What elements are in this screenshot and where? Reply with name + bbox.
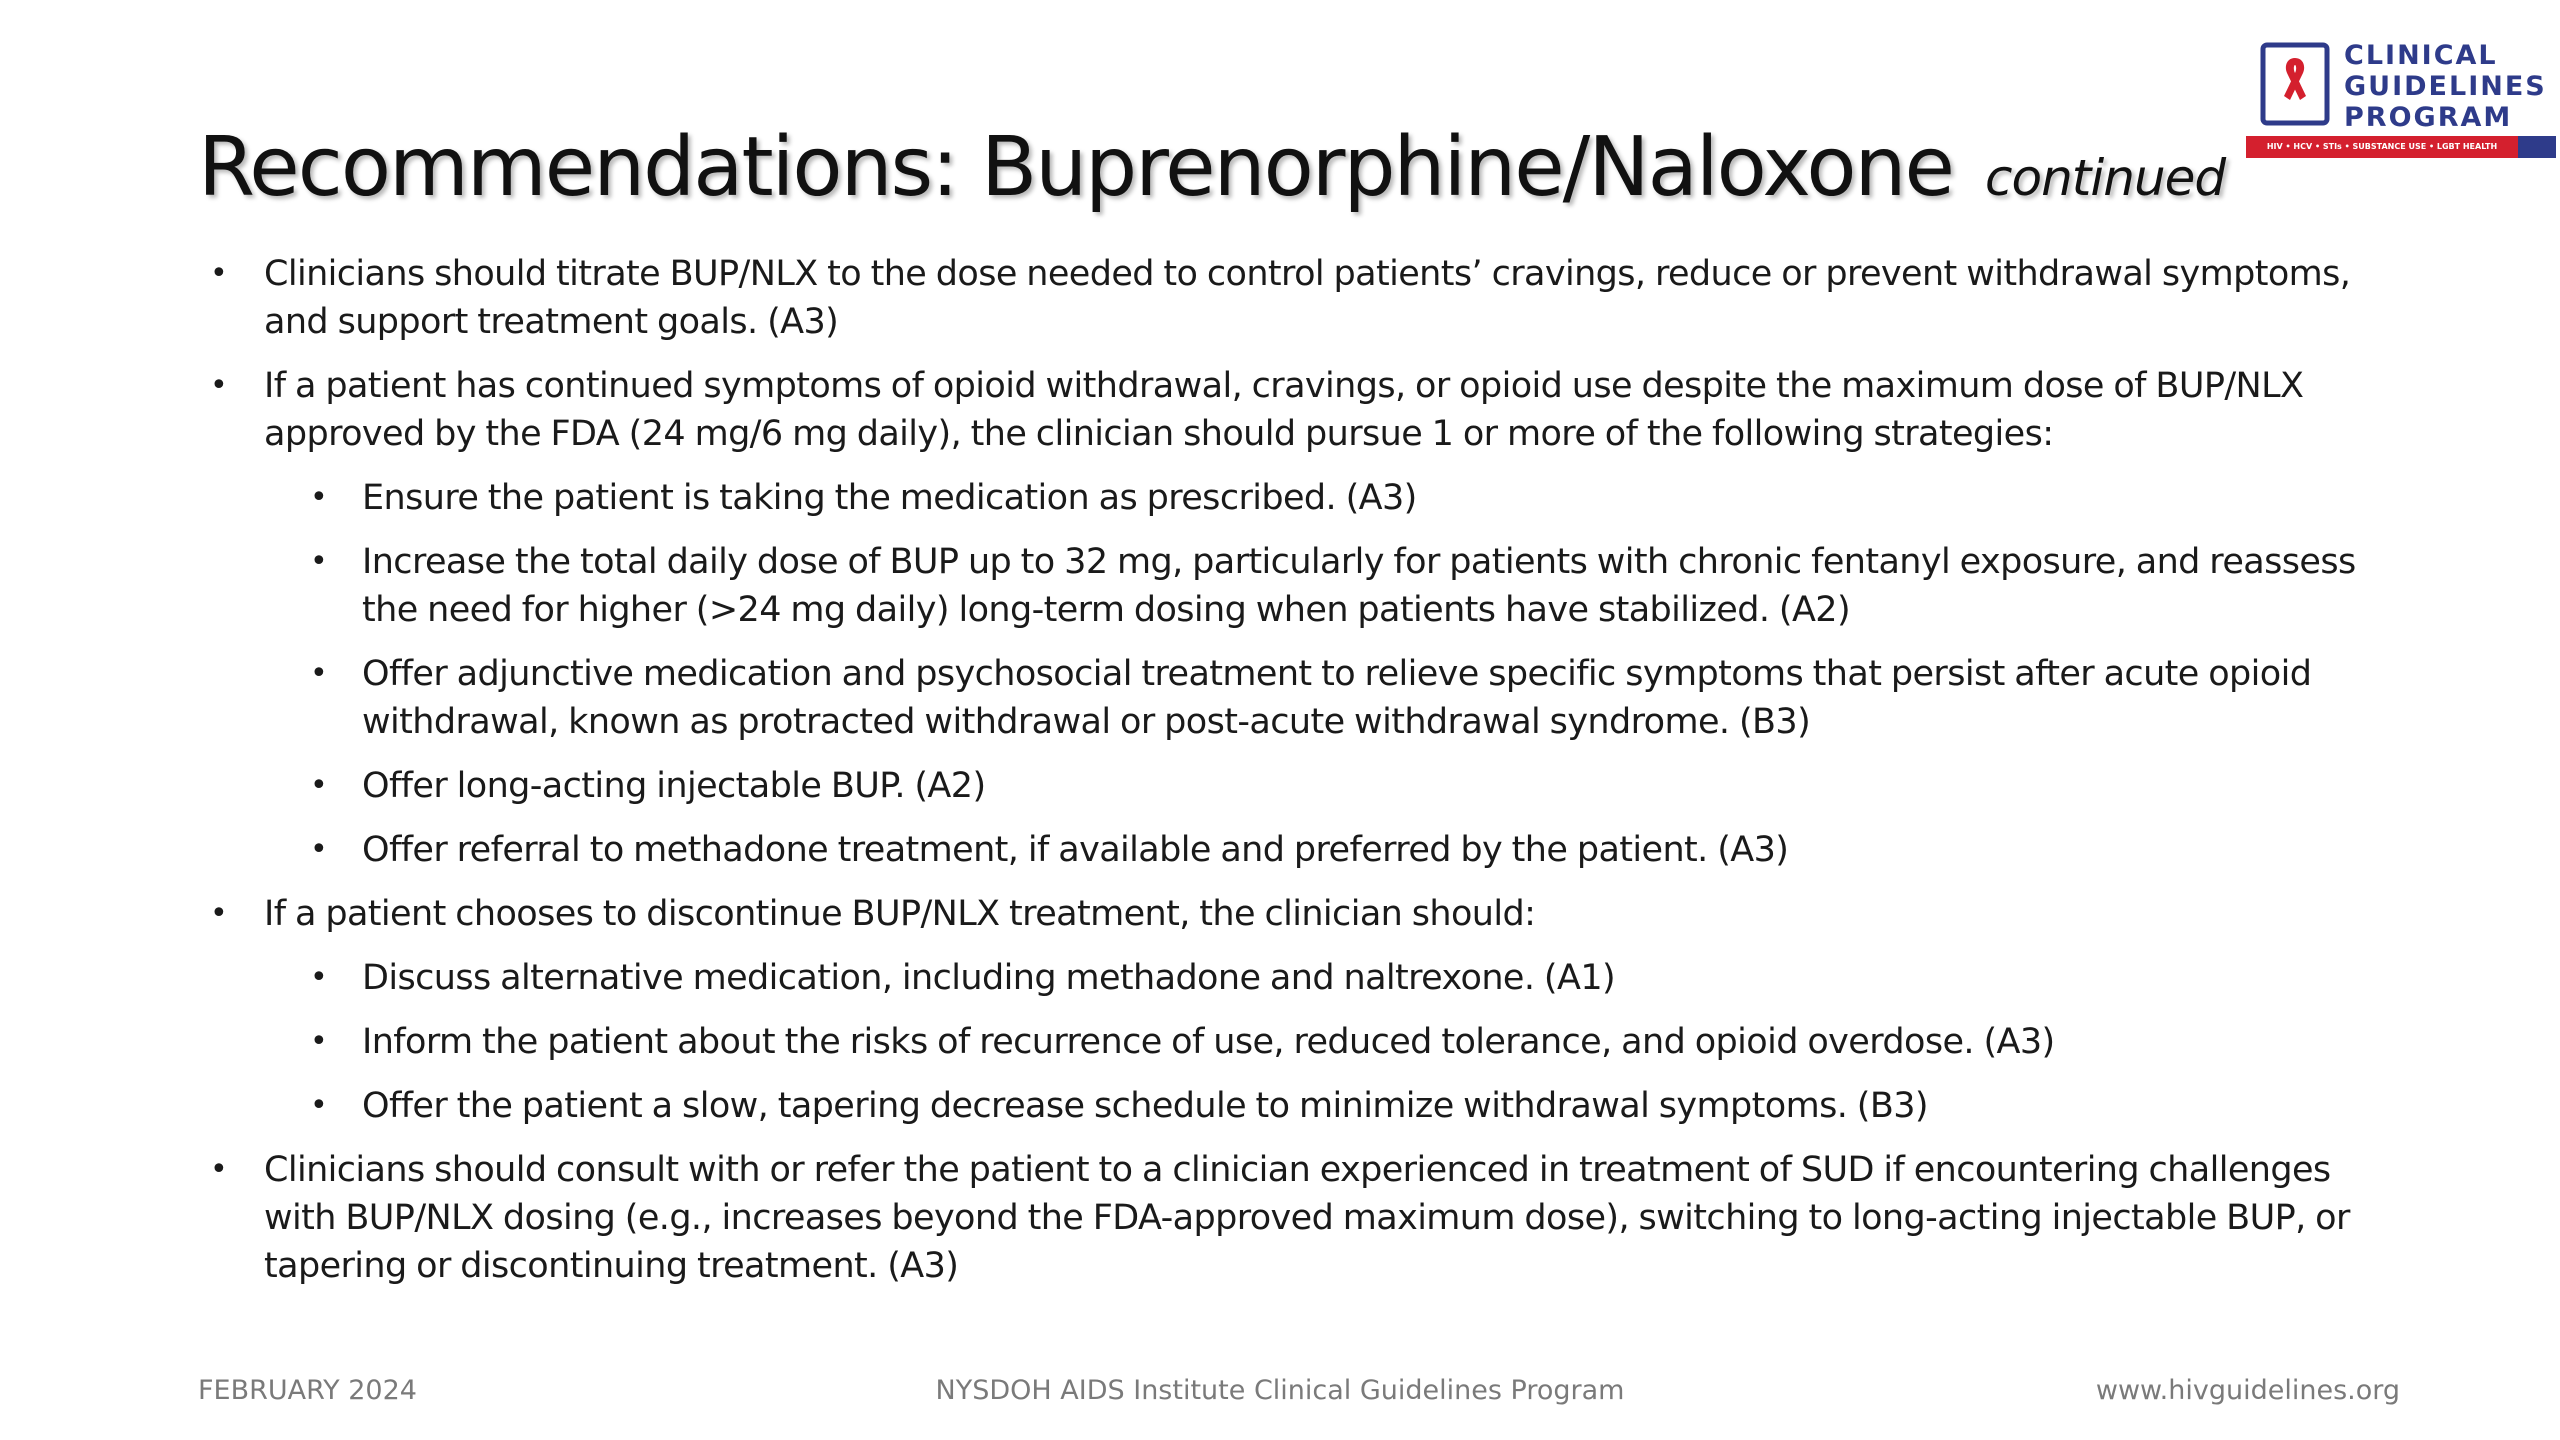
clinical-guidelines-logo <box>2246 32 2556 164</box>
logo-line-1: CLINICAL <box>2344 40 2498 71</box>
strategy-item <box>210 826 2400 874</box>
strategy-text: Offer adjunctive medication and psychosocial treatment to relieve specific symptoms that persist after acute opioid withdrawal, known as protracted withdrawal or post-acute withdrawal syndrome. (B3) <box>362 654 2312 742</box>
logo-line-3: PROGRAM <box>2344 102 2513 133</box>
strategy-text: Offer long-acting injectable BUP. (A2) <box>362 766 986 806</box>
bullet-marker: • <box>210 256 228 291</box>
logo-bar-accent <box>2518 136 2556 158</box>
bullet-marker: • <box>310 1088 328 1123</box>
logo-wordmark <box>2344 40 2547 133</box>
slide-title-main: Recommendations: Buprenorphine/Naloxone <box>198 120 1953 215</box>
strategy-item <box>210 1082 2400 1130</box>
slide-title-suffix: continued <box>1985 149 2226 207</box>
strategy-text: Offer the patient a slow, tapering decrease schedule to minimize withdrawal symptoms. (B3) <box>362 1086 1928 1126</box>
bullet-marker: • <box>310 656 328 691</box>
strategy-text: Inform the patient about the risks of recurrence of use, reduced tolerance, and opioid overdose. (A3) <box>362 1022 2055 1062</box>
recommendation-item <box>210 362 2400 458</box>
bullet-marker: • <box>210 1152 228 1187</box>
bullet-marker: • <box>310 1024 328 1059</box>
strategy-text: Discuss alternative medication, including methadone and naltrexone. (A1) <box>362 958 1616 998</box>
recommendations-list <box>210 250 2400 1306</box>
bullet-marker: • <box>310 544 328 579</box>
footer-url: www.hivguidelines.org <box>2095 1375 2400 1406</box>
bullet-marker: • <box>310 768 328 803</box>
footer-date: FEBRUARY 2024 <box>198 1375 417 1406</box>
recommendation-item <box>210 1146 2400 1290</box>
recommendation-text: Clinicians should consult with or refer the patient to a clinician experienced in treatment of SUD if encountering challenges with BUP/NLX dosing (e.g., increases beyond the FDA-approved maximum dose), switching to long-acting injectable BUP, or tapering or discontinuing treatment. (A3) <box>264 1150 2350 1286</box>
strategy-item <box>210 1018 2400 1066</box>
logo-tagline-bar <box>2246 136 2556 158</box>
slide-title <box>198 118 2398 228</box>
bullet-marker: • <box>310 832 328 867</box>
bullet-marker: • <box>210 368 228 403</box>
bullet-marker: • <box>210 896 228 931</box>
logo-tagline: HIV • HCV • STIs • SUBSTANCE USE • LGBT HEALTH <box>2246 136 2518 158</box>
recommendation-text: If a patient chooses to discontinue BUP/NLX treatment, the clinician should: <box>264 894 1536 934</box>
strategy-text: Increase the total daily dose of BUP up to 32 mg, particularly for patients with chronic fentanyl exposure, and reassess the need for higher (>24 mg daily) long-term dosing when patients have stabilized. (A2) <box>362 542 2356 630</box>
strategy-item <box>210 474 2400 522</box>
ribbon-icon <box>2260 42 2330 126</box>
recommendation-item <box>210 890 2400 938</box>
footer-program: NYSDOH AIDS Institute Clinical Guidelines Program <box>935 1375 1625 1406</box>
bullet-marker: • <box>310 480 328 515</box>
logo-line-2: GUIDELINES <box>2344 71 2547 102</box>
bullet-marker: • <box>310 960 328 995</box>
recommendation-text: Clinicians should titrate BUP/NLX to the dose needed to control patients’ cravings, reduce or prevent withdrawal symptoms, and support treatment goals. (A3) <box>264 254 2351 342</box>
strategy-item <box>210 650 2400 746</box>
strategy-text: Offer referral to methadone treatment, if available and preferred by the patient. (A3) <box>362 830 1789 870</box>
strategy-item <box>210 954 2400 1002</box>
recommendation-item <box>210 250 2400 346</box>
recommendation-text: If a patient has continued symptoms of opioid withdrawal, cravings, or opioid use despite the maximum dose of BUP/NLX approved by the FDA (24 mg/6 mg daily), the clinician should pursue 1 or more of the following strategies: <box>264 366 2304 454</box>
strategy-item <box>210 538 2400 634</box>
strategy-item <box>210 762 2400 810</box>
strategy-text: Ensure the patient is taking the medication as prescribed. (A3) <box>362 478 1417 518</box>
